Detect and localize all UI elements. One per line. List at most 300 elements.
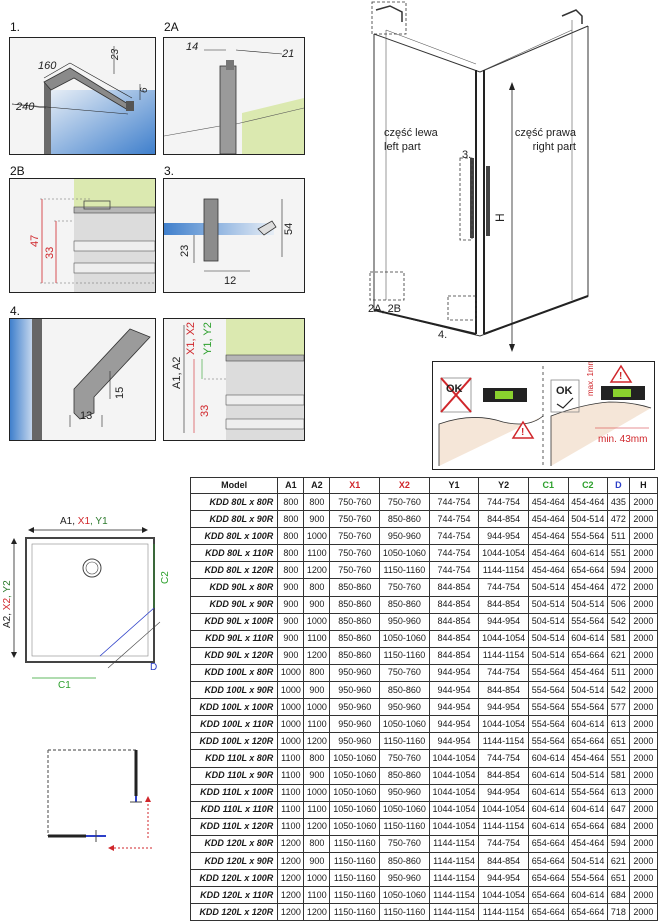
cell-c2: 504-514 [568,511,608,528]
table-row [191,545,658,562]
cell-c2: 604-614 [568,887,608,904]
cell-h: 2000 [629,784,657,801]
table-row [191,647,658,664]
level-panel [432,361,655,470]
cell-x1: 850-860 [330,630,380,647]
cell-y2: 1144-1154 [479,733,529,750]
cell-x1: 850-860 [330,613,380,630]
cell-c1: 554-564 [528,682,568,699]
cell-model: KDD 90L x 120R [191,647,278,664]
cell-model: KDD 110L x 100R [191,784,278,801]
cell-a2: 800 [304,835,330,852]
cell-y2: 1044-1054 [479,716,529,733]
cell-a1: 800 [278,494,304,511]
cell-y1: 844-854 [429,630,479,647]
cell-d: 647 [608,801,630,818]
cell-a2: 1100 [304,630,330,647]
cell-a2: 900 [304,682,330,699]
cabin-height-label: H [493,213,507,222]
cell-model: KDD 120L x 80R [191,835,278,852]
table-row [191,630,658,647]
table-row [191,579,658,596]
figure-2a-drawing [164,38,304,154]
cell-c1: 654-664 [528,835,568,852]
cell-c1: 554-564 [528,699,568,716]
cell-d: 613 [608,716,630,733]
cell-d: 581 [608,767,630,784]
cell-h: 2000 [629,545,657,562]
cell-y1: 844-854 [429,647,479,664]
cell-c2: 654-664 [568,733,608,750]
cell-d: 577 [608,699,630,716]
fig2a-dim-21: 21 [282,48,295,60]
fig5-dim-33: 33 [199,404,211,417]
cell-c2: 654-664 [568,818,608,835]
cell-a1: 1000 [278,682,304,699]
cell-h: 2000 [629,733,657,750]
cell-x1: 1050-1060 [330,750,380,767]
cell-c2: 504-514 [568,682,608,699]
cell-y1: 1144-1154 [429,852,479,869]
cell-a2: 900 [304,767,330,784]
cell-x2: 950-960 [380,613,430,630]
table-row [191,904,658,921]
cell-x2: 1050-1060 [380,630,430,647]
cell-y2: 844-854 [479,852,529,869]
cell-y1: 1044-1054 [429,818,479,835]
cabin-left-en: left part [384,141,421,153]
cell-c2: 504-514 [568,767,608,784]
cell-y2: 1044-1054 [479,887,529,904]
cell-c1: 454-464 [528,528,568,545]
cell-h: 2000 [629,630,657,647]
cell-x2: 850-860 [380,682,430,699]
cell-h: 2000 [629,562,657,579]
cabin-right-en: right part [532,141,576,153]
header-y1: Y1 [429,478,479,494]
cell-x2: 1050-1060 [380,887,430,904]
cell-y1: 744-754 [429,562,479,579]
cell-c1: 604-614 [528,801,568,818]
cell-x2: 1150-1160 [380,818,430,835]
cell-y2: 844-854 [479,511,529,528]
cell-c1: 604-614 [528,784,568,801]
cell-x2: 750-760 [380,494,430,511]
cell-a1: 1200 [278,835,304,852]
cell-c1: 454-464 [528,494,568,511]
cell-y1: 1044-1054 [429,767,479,784]
cell-x2: 750-760 [380,835,430,852]
cell-c2: 454-464 [568,750,608,767]
cell-h: 2000 [629,664,657,681]
dimensions-table [190,477,658,921]
figure-1-drawing [10,38,155,154]
cell-x2: 1150-1160 [380,904,430,921]
cell-h: 2000 [629,716,657,733]
cell-a1: 1200 [278,870,304,887]
cell-model: KDD 110L x 90R [191,767,278,784]
cell-a2: 800 [304,494,330,511]
cell-d: 621 [608,647,630,664]
fig3-dim-54: 54 [283,222,295,235]
cabin-callout-3: 3. [462,149,472,161]
cell-x2: 850-860 [380,852,430,869]
cell-x2: 1150-1160 [380,647,430,664]
cell-model: KDD 80L x 110R [191,545,278,562]
cell-x1: 1150-1160 [330,870,380,887]
figure-3-drawing [164,179,304,292]
header-x2: X2 [380,478,430,494]
cell-y1: 744-754 [429,494,479,511]
cell-c2: 504-514 [568,596,608,613]
cell-y2: 1044-1054 [479,801,529,818]
cell-x2: 850-860 [380,596,430,613]
cell-x1: 950-960 [330,716,380,733]
cell-model: KDD 110L x 80R [191,750,278,767]
cell-c2: 604-614 [568,801,608,818]
table-row [191,767,658,784]
table-row [191,682,658,699]
cell-x1: 950-960 [330,699,380,716]
cell-model: KDD 100L x 120R [191,733,278,750]
cell-a2: 1000 [304,528,330,545]
cell-h: 2000 [629,596,657,613]
cell-x2: 1150-1160 [380,733,430,750]
cell-x1: 1050-1060 [330,801,380,818]
fig5-dim-a1a2: A1, A2 [171,356,183,389]
header-h: H [629,478,657,494]
cell-a2: 1100 [304,716,330,733]
figure-2b-drawing [10,179,155,292]
cell-a1: 900 [278,613,304,630]
table-row [191,887,658,904]
header-c2: C2 [568,478,608,494]
figure-3-panel [163,178,305,293]
table-row [191,699,658,716]
cell-a2: 1200 [304,647,330,664]
cell-h: 2000 [629,750,657,767]
cell-y1: 944-954 [429,716,479,733]
cell-x1: 1150-1160 [330,887,380,904]
cell-a1: 1100 [278,767,304,784]
table-row [191,750,658,767]
fig2a-dim-14: 14 [186,41,199,53]
figure-4-panel [9,318,156,441]
cell-y1: 744-754 [429,545,479,562]
figure-4-label: 4. [10,304,21,318]
header-a2: A2 [304,478,330,494]
cell-y2: 744-754 [479,494,529,511]
cell-model: KDD 80L x 120R [191,562,278,579]
cell-x2: 950-960 [380,784,430,801]
table-row [191,784,658,801]
cell-c1: 504-514 [528,579,568,596]
cell-y1: 944-954 [429,699,479,716]
installation-drawing [30,740,170,860]
cell-d: 511 [608,528,630,545]
cell-d: 542 [608,682,630,699]
fig5-dim-y1y2: Y1, Y2 [202,322,214,355]
cell-c2: 554-564 [568,784,608,801]
cell-d: 621 [608,852,630,869]
cell-y2: 944-954 [479,613,529,630]
cell-d: 651 [608,733,630,750]
level-drawing [433,362,654,469]
plan-c1-label: C1 [58,680,71,691]
header-d: D [608,478,630,494]
cell-x2: 750-760 [380,579,430,596]
cell-x2: 950-960 [380,699,430,716]
fig5-dim-x1x2: X1, X2 [185,321,197,355]
table-row [191,562,658,579]
cell-x2: 750-760 [380,750,430,767]
cell-d: 506 [608,596,630,613]
cell-c2: 604-614 [568,545,608,562]
fig1-dim-240: 240 [16,101,35,113]
cell-d: 511 [608,664,630,681]
cell-y1: 1144-1154 [429,904,479,921]
cell-a2: 1000 [304,870,330,887]
cell-y1: 844-854 [429,579,479,596]
table-row [191,613,658,630]
cell-y1: 744-754 [429,528,479,545]
fig3-dim-23: 23 [179,244,191,257]
cell-a1: 1000 [278,699,304,716]
level-min-label: min. 43mm [598,434,648,445]
figure-5-drawing [164,319,304,440]
table-row [191,852,658,869]
cell-a2: 900 [304,511,330,528]
cell-y1: 844-854 [429,596,479,613]
cell-x1: 850-860 [330,647,380,664]
table-row [191,818,658,835]
cell-model: KDD 90L x 100R [191,613,278,630]
cell-c2: 454-464 [568,664,608,681]
cell-h: 2000 [629,528,657,545]
cell-model: KDD 80L x 80R [191,494,278,511]
header-a1: A1 [278,478,304,494]
level-warning-icon-right: ! [619,371,623,382]
cell-x1: 750-760 [330,494,380,511]
header-x1: X1 [330,478,380,494]
figure-3-label: 3. [164,164,175,178]
cell-y2: 1144-1154 [479,904,529,921]
cell-a2: 1100 [304,545,330,562]
cabin-callout-2a2b: 2A, 2B [368,303,402,315]
cell-x1: 1150-1160 [330,852,380,869]
cell-h: 2000 [629,801,657,818]
cell-y2: 1044-1054 [479,630,529,647]
header-y2: Y2 [479,478,529,494]
cell-d: 684 [608,887,630,904]
cell-y2: 944-954 [479,784,529,801]
cell-a2: 900 [304,852,330,869]
cell-a1: 900 [278,596,304,613]
cell-d: 435 [608,494,630,511]
cell-y2: 844-854 [479,767,529,784]
cell-a1: 800 [278,528,304,545]
level-ok-right: OK [556,385,573,397]
figure-5-panel [163,318,305,441]
cell-a2: 1000 [304,613,330,630]
figure-2a-label: 2A [164,20,179,34]
cell-x1: 1050-1060 [330,767,380,784]
cell-y1: 1144-1154 [429,870,479,887]
cell-model: KDD 120L x 110R [191,887,278,904]
figure-2b-label: 2B [10,164,25,178]
cell-c2: 504-514 [568,852,608,869]
plan-top-label: A1, X1, Y1 [60,516,108,527]
cell-h: 2000 [629,767,657,784]
level-ok-left: OK [446,383,463,395]
cell-x1: 850-860 [330,596,380,613]
table-row [191,664,658,681]
cell-h: 2000 [629,511,657,528]
cell-a2: 900 [304,596,330,613]
fig1-dim-160: 160 [38,60,57,72]
cell-d: 551 [608,545,630,562]
cell-y1: 1044-1054 [429,784,479,801]
cell-c1: 504-514 [528,613,568,630]
cell-a1: 1100 [278,784,304,801]
cell-a2: 1000 [304,699,330,716]
cell-c2: 554-564 [568,528,608,545]
cell-d: 651 [608,870,630,887]
fig4-dim-15: 15 [114,386,126,399]
table-row [191,528,658,545]
cell-model: KDD 80L x 100R [191,528,278,545]
cell-c2: 604-614 [568,716,608,733]
cell-c2: 454-464 [568,579,608,596]
cell-y1: 944-954 [429,682,479,699]
cell-x1: 750-760 [330,511,380,528]
cell-model: KDD 120L x 100R [191,870,278,887]
cell-c2: 554-564 [568,870,608,887]
cell-y1: 844-854 [429,613,479,630]
cell-x2: 850-860 [380,511,430,528]
cell-y2: 744-754 [479,750,529,767]
cell-c1: 604-614 [528,750,568,767]
cell-c2: 654-664 [568,562,608,579]
cell-a1: 900 [278,579,304,596]
cell-d: 613 [608,784,630,801]
cell-a1: 1000 [278,733,304,750]
cell-a1: 1200 [278,887,304,904]
cell-model: KDD 90L x 110R [191,630,278,647]
cell-x2: 1050-1060 [380,545,430,562]
fig2b-dim-47: 47 [29,234,41,247]
cell-model: KDD 100L x 90R [191,682,278,699]
header-model: Model [191,478,278,494]
cell-y2: 844-854 [479,682,529,699]
cell-a1: 1100 [278,818,304,835]
cell-x2: 950-960 [380,870,430,887]
cell-d: 551 [608,750,630,767]
cell-c2: 554-564 [568,613,608,630]
fig3-dim-12: 12 [224,275,237,287]
cell-y2: 844-854 [479,596,529,613]
table-body [191,494,658,921]
cell-h: 2000 [629,835,657,852]
header-c1: C1 [528,478,568,494]
figure-4-drawing [10,319,155,440]
cell-y2: 944-954 [479,699,529,716]
cell-a1: 1200 [278,852,304,869]
cell-x1: 750-760 [330,545,380,562]
table-row [191,596,658,613]
cell-c1: 604-614 [528,767,568,784]
cell-h: 2000 [629,887,657,904]
cell-y2: 944-954 [479,870,529,887]
cell-y2: 744-754 [479,835,529,852]
cell-c1: 504-514 [528,647,568,664]
fig2b-dim-33: 33 [44,246,56,259]
cell-x1: 1150-1160 [330,904,380,921]
fig1-dim-6: 6 [139,87,150,93]
cell-d: 542 [608,613,630,630]
cell-x2: 950-960 [380,528,430,545]
table-header-row [191,478,658,494]
cell-a1: 800 [278,545,304,562]
cell-model: KDD 100L x 100R [191,699,278,716]
cell-a1: 1200 [278,904,304,921]
cell-y2: 1144-1154 [479,818,529,835]
cell-c2: 554-564 [568,699,608,716]
table-row [191,494,658,511]
cell-h: 2000 [629,494,657,511]
cell-a2: 1200 [304,733,330,750]
cell-c2: 604-614 [568,630,608,647]
cell-model: KDD 110L x 120R [191,818,278,835]
cell-h: 2000 [629,818,657,835]
cell-y1: 1144-1154 [429,835,479,852]
cell-y2: 944-954 [479,528,529,545]
cell-c1: 504-514 [528,630,568,647]
cell-x1: 1050-1060 [330,818,380,835]
cell-x2: 1050-1060 [380,801,430,818]
cell-a2: 1200 [304,818,330,835]
cell-model: KDD 110L x 110R [191,801,278,818]
cell-a2: 1200 [304,904,330,921]
cell-c1: 654-664 [528,887,568,904]
cell-y1: 944-954 [429,664,479,681]
cell-c1: 554-564 [528,716,568,733]
cell-a1: 1100 [278,801,304,818]
cell-a2: 1200 [304,562,330,579]
cell-d: 581 [608,630,630,647]
cell-y1: 1044-1054 [429,801,479,818]
cell-y1: 1144-1154 [429,887,479,904]
cell-y2: 1144-1154 [479,647,529,664]
level-warning-icon-left: ! [521,427,525,438]
cell-c2: 654-664 [568,904,608,921]
cell-a1: 900 [278,647,304,664]
cell-c1: 554-564 [528,664,568,681]
cell-a2: 1000 [304,784,330,801]
cell-x2: 1050-1060 [380,716,430,733]
cell-h: 2000 [629,647,657,664]
figure-1-label: 1. [10,20,21,34]
cell-c1: 604-614 [528,818,568,835]
cell-model: KDD 100L x 80R [191,664,278,681]
cell-c2: 454-464 [568,835,608,852]
cell-x1: 750-760 [330,528,380,545]
level-max-label: max. 1mm [586,362,595,396]
cell-h: 2000 [629,613,657,630]
cabin-callout-4: 4. [438,329,448,341]
cell-d: 472 [608,511,630,528]
cell-a2: 800 [304,664,330,681]
